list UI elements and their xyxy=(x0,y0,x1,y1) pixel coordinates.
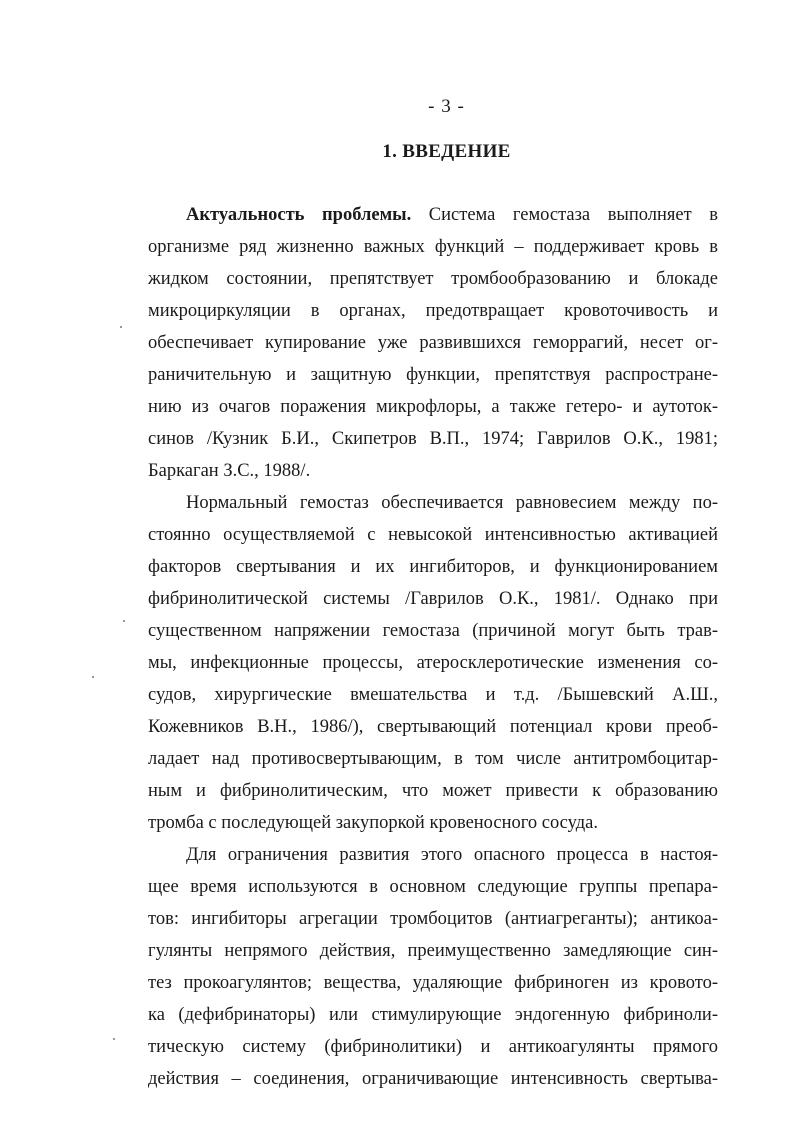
paragraph-line: микроциркуляции в органах, предотвращает кровоточивость и xyxy=(148,301,718,321)
paragraph-line: Баркаган З.С., 1988/. xyxy=(148,461,311,481)
paragraph-line: стоянно осуществляемой с невысокой интенсивностью активацией xyxy=(148,525,718,545)
paragraph-line: тромба с последующей закупоркой кровеносного сосуда. xyxy=(148,813,598,833)
scan-speck xyxy=(92,676,94,678)
paragraph-lead: Актуальность проблемы. xyxy=(186,205,412,225)
paragraph-line: судов, хирургические вмешательства и т.д. /Бышевский А.Ш., xyxy=(148,685,718,705)
paragraph-line: существенном напряжении гемостаза (причиной могут быть трав- xyxy=(148,621,718,641)
paragraph-line: Кожевников В.Н., 1986/), свертывающий потенциал крови преоб- xyxy=(148,717,718,737)
paragraph-line: организме ряд жизненно важных функций – поддерживает кровь в xyxy=(148,237,718,257)
paragraph-line: тов: ингибиторы агрегации тромбоцитов (антиагреганты); антикоа- xyxy=(148,909,718,929)
paragraph-line: нию из очагов поражения микрофлоры, а также гетеро- и аутоток- xyxy=(148,397,718,417)
paragraph-line: ка (дефибринаторы) или стимулирующие эндогенную фибриноли- xyxy=(148,1005,718,1025)
paragraph-line: тез прокоагулянтов; вещества, удаляющие фибриноген из кровото- xyxy=(148,973,718,993)
paragraph-line: щее время используются в основном следующие группы препара- xyxy=(148,877,718,897)
paragraph-line: ладает над противосвертывающим, в том числе антитромбоцитар- xyxy=(148,749,718,769)
scan-speck xyxy=(123,620,125,622)
paragraph-line: фибринолитической системы /Гаврилов О.К., 1981/. Однако при xyxy=(148,589,718,609)
paragraph-line: факторов свертывания и их ингибиторов, и функционированием xyxy=(148,557,718,577)
paragraph-line: раничительную и защитную функции, препятствуя распростране- xyxy=(148,365,718,385)
paragraph-line: Для ограничения развития этого опасного процесса в настоя- xyxy=(186,845,718,865)
paragraph-line: ным и фибринолитическим, что может привести к образованию xyxy=(148,781,718,801)
paragraph-line: мы, инфекционные процессы, атеросклеротические изменения со- xyxy=(148,653,718,673)
paragraph-line: обеспечивает купирование уже развившихся геморрагий, несет ог- xyxy=(148,333,718,353)
paragraph-line: синов /Кузник Б.И., Скипетров В.П., 1974; Гаврилов О.К., 1981; xyxy=(148,429,718,449)
paragraph-line: Нормальный гемостаз обеспечивается равновесием между по- xyxy=(186,493,718,513)
paragraph-line: гулянты непрямого действия, преимущественно замедляющие син- xyxy=(148,941,718,961)
scan-speck xyxy=(120,326,122,328)
section-heading: 1. ВВЕДЕНИЕ xyxy=(382,141,511,162)
paragraph-line: жидком состоянии, препятствует тромбообразованию и блокаде xyxy=(148,269,718,289)
scan-speck xyxy=(113,1038,115,1040)
paragraph-line: тическую систему (фибринолитики) и антикоагулянты прямого xyxy=(148,1037,718,1057)
paragraph-text: Система гемостаза выполняет в xyxy=(411,205,718,225)
paragraph-line: действия – соединения, ограничивающие интенсивность свертыва- xyxy=(148,1069,718,1089)
paragraph-1-line-1 xyxy=(186,200,718,230)
page-number: - 3 - xyxy=(428,96,465,117)
